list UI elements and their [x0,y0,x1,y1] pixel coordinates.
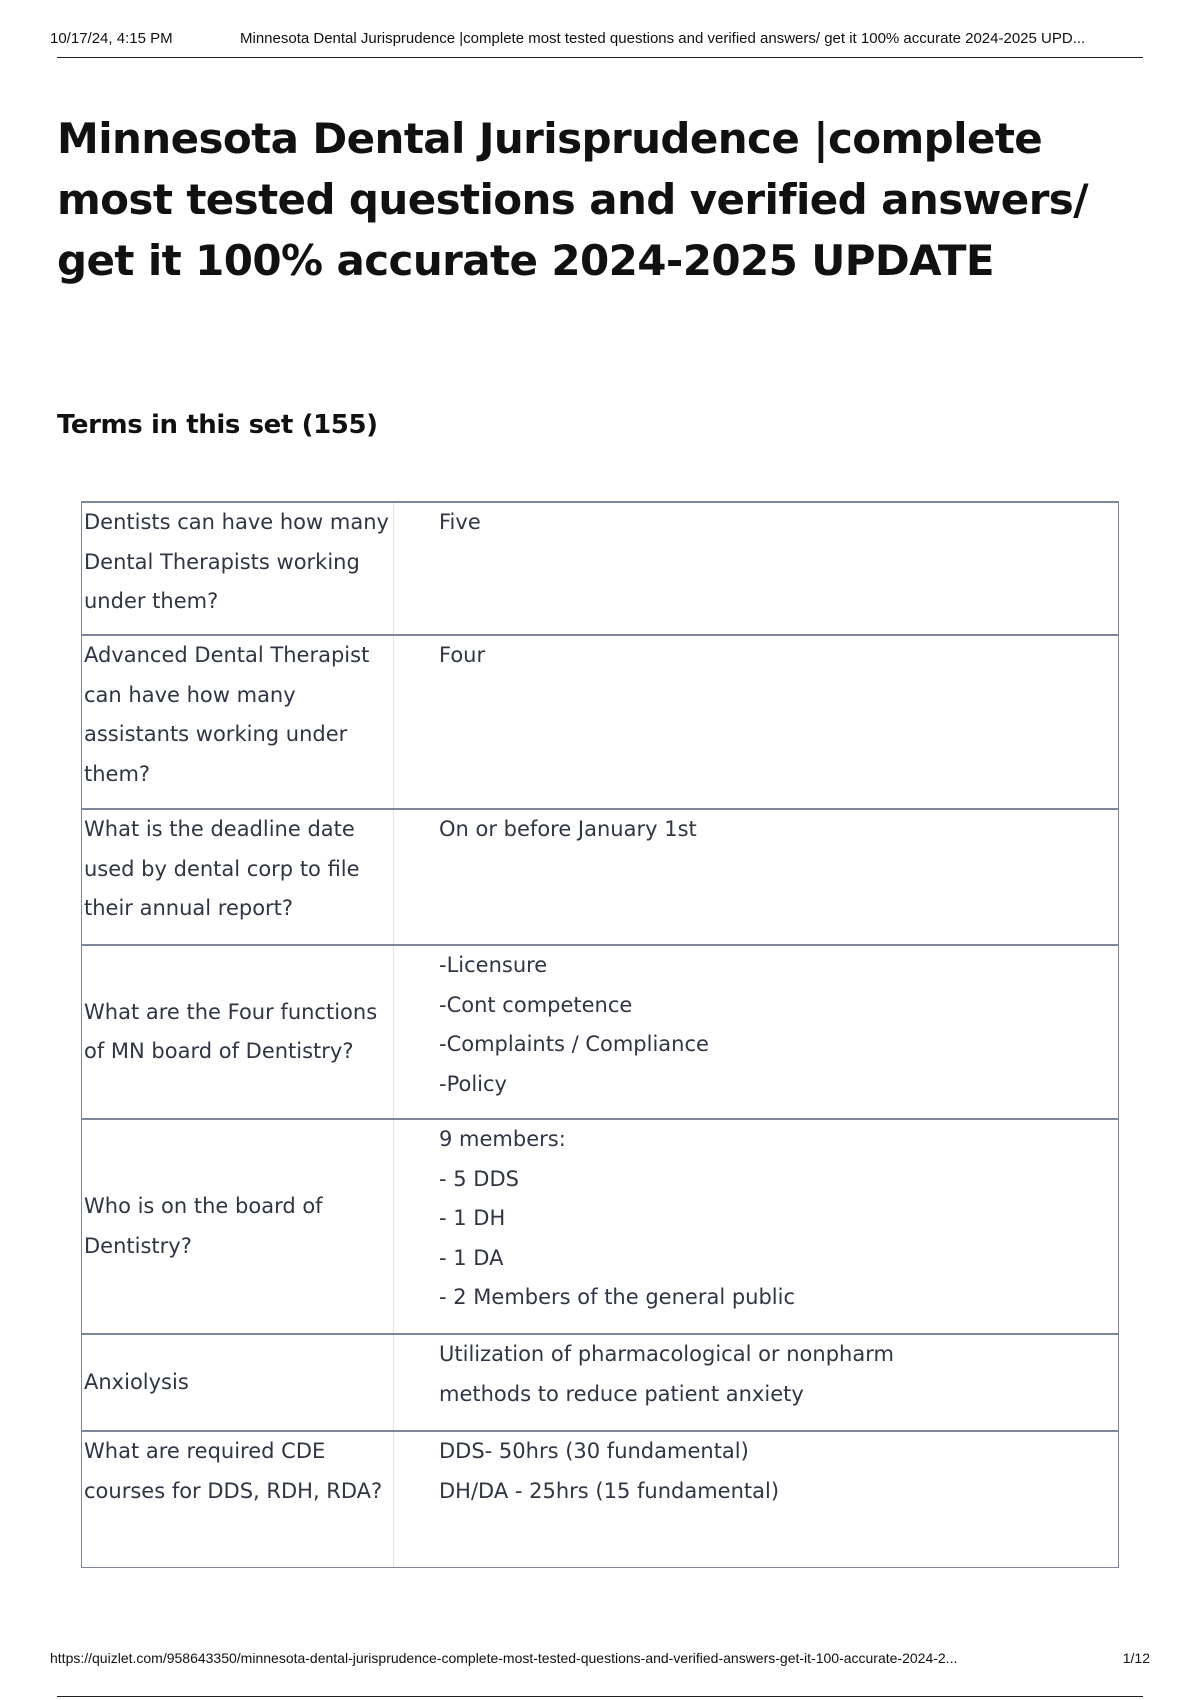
definition-line: - 2 Members of the general public [439,1285,796,1309]
term-text: What are the Four functions of MN board of Dentistry? [84,999,378,1063]
definition-cell [394,1335,1118,1430]
term-cell [82,636,394,808]
term-cell [82,1120,394,1333]
definition-cell [394,636,1118,808]
definition-cell [394,946,1118,1118]
terms-table [81,501,1119,1568]
definition-line: DDS- 50hrs (30 fundamental) [439,1439,749,1463]
print-doc-title: Minnesota Dental Jurisprudence |complete most tested questions and verified answers/ get it 100% accurate 2024-2025 UPD... [240,30,1086,47]
term-cell [82,1432,394,1567]
definition-line: Five [439,510,481,534]
print-datetime: 10/17/24, 4:15 PM [50,30,173,47]
term-row [81,808,1119,945]
definition-line: Four [439,643,486,667]
definition-line: Utilization of pharmacological or nonpharm [439,1342,894,1366]
definition-line: DH/DA - 25hrs (15 fundamental) [439,1478,780,1503]
term-text: Advanced Dental Therapist can have how many assistants working under them? [84,643,370,786]
definition-line: -Cont competence [439,992,633,1017]
definition-cell [394,503,1118,634]
definition-line: -Licensure [439,953,548,977]
term-text: What is the deadline date used by dental corp to file their annual report? [84,817,360,920]
definition-line: - 1 DA [439,1245,504,1270]
definition-cell [394,1432,1118,1567]
term-cell [82,1335,394,1430]
definition-line: methods to reduce patient anxiety [439,1381,804,1406]
definition-line: 9 members: [439,1127,566,1151]
definition-line: On or before January 1st [439,817,697,841]
term-cell [82,503,394,634]
term-text: Anxiolysis [84,1369,189,1394]
term-row [81,1118,1119,1334]
term-row [81,1333,1119,1431]
terms-count-heading: Terms in this set (155) [57,410,378,440]
term-row [81,634,1119,809]
definition-line: -Policy [439,1071,507,1096]
term-cell [82,946,394,1118]
definition-line: -Complaints / Compliance [439,1032,709,1056]
term-row [81,501,1119,635]
definition-cell [394,1120,1118,1333]
definition-line: - 1 DH [439,1206,506,1230]
page-title: Minnesota Dental Jurisprudence |complete most tested questions and verified answers/ get it 100% accurate 2024-2025 UPDATE [57,114,1088,285]
term-cell [82,810,394,944]
term-text: What are required CDE courses for DDS, RDH, RDA? [84,1439,383,1503]
print-footer [50,1650,1150,1666]
print-url: https://quizlet.com/958643350/minnesota-dental-jurisprudence-complete-most-tested-questions-and-verified-answers-get-it-100-accurate-2024-2... [50,1650,958,1666]
definition-line: - 5 DDS [439,1166,519,1191]
print-header [50,30,1150,47]
definition-cell [394,810,1118,944]
header-divider [57,57,1143,58]
term-row [81,1430,1119,1568]
page-number: 1/12 [1122,1650,1150,1666]
term-text: Who is on the board of Dentistry? [84,1194,323,1258]
footer-divider [57,1696,1143,1697]
term-row [81,944,1119,1119]
term-text: Dentists can have how many Dental Therapists working under them? [84,510,389,613]
